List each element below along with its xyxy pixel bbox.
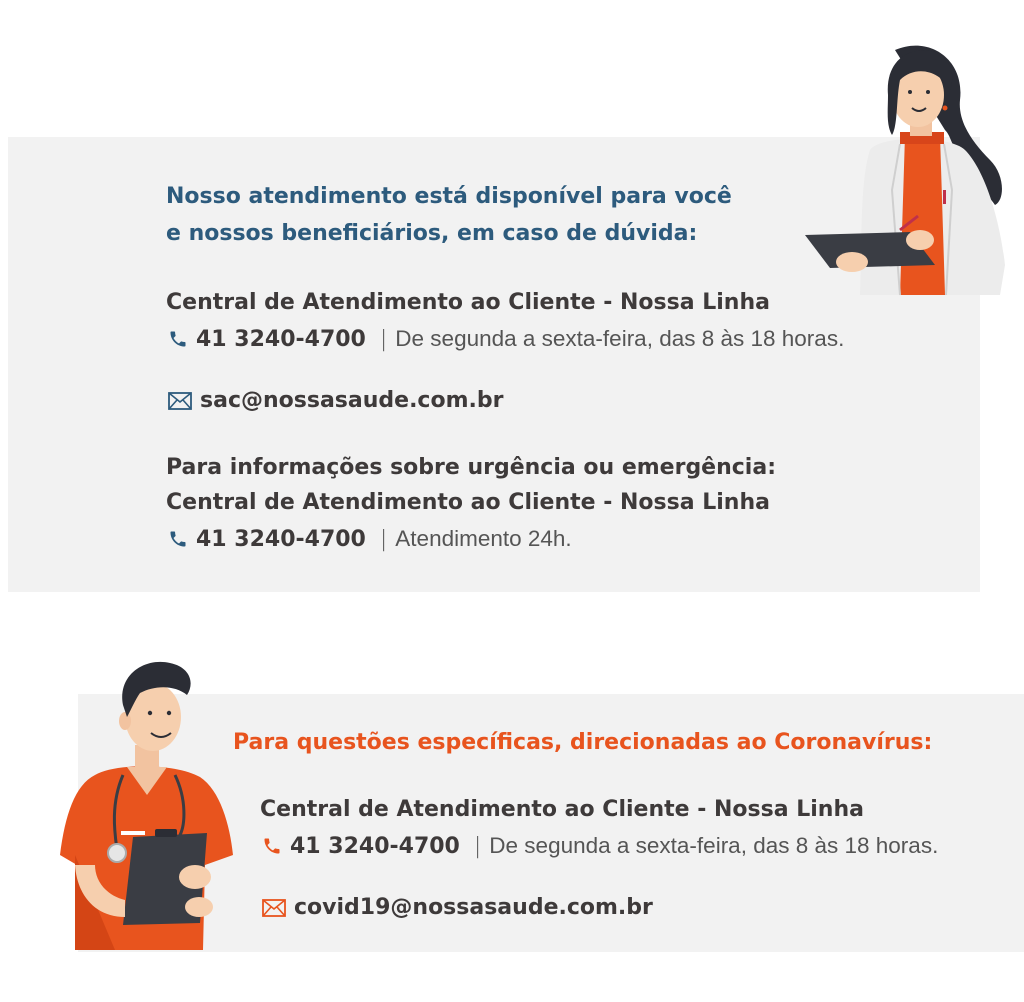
covid-phone-number[interactable]: 41 3240-4700 [290,833,460,859]
general-hours: De segunda a sexta-feira, das 8 às 18 horas. [395,326,845,351]
central-title: Central de Atendimento ao Cliente - Nossa Linha [166,290,770,315]
urgency-title: Para informações sobre urgência ou emergência: [166,455,776,480]
general-email-line [168,388,503,413]
separator: | [379,526,388,552]
covid-central-title: Central de Atendimento ao Cliente - Nossa Linha [260,797,864,822]
general-phone-line [168,326,844,352]
urgency-phone-number[interactable]: 41 3240-4700 [196,526,366,552]
covid-hours: De segunda a sexta-feira, das 8 às 18 horas. [489,833,939,858]
intro-line-1: Nosso atendimento está disponível para você [166,184,732,209]
phone-icon [262,836,282,856]
covid-phone-line [262,833,938,859]
covid-title: Para questões específicas, direcionadas ao Coronavírus: [233,730,933,755]
separator: | [473,833,482,859]
urgency-hours: Atendimento 24h. [395,526,572,551]
covid-email[interactable]: covid19@nossasaude.com.br [294,895,653,920]
covid-email-line [262,895,653,920]
phone-icon [168,529,188,549]
general-phone-number[interactable]: 41 3240-4700 [196,326,366,352]
urgency-central: Central de Atendimento ao Cliente - Nossa Linha [166,490,770,515]
general-intro [166,178,732,252]
female-doctor-illustration [800,40,1010,300]
male-doctor-illustration [55,655,245,955]
separator: | [379,326,388,352]
mail-icon [168,392,192,410]
general-email[interactable]: sac@nossasaude.com.br [200,388,504,413]
urgency-phone-line [168,526,572,552]
phone-icon [168,329,188,349]
intro-line-2: e nossos beneficiários, em caso de dúvida: [166,221,698,246]
mail-icon [262,899,286,917]
